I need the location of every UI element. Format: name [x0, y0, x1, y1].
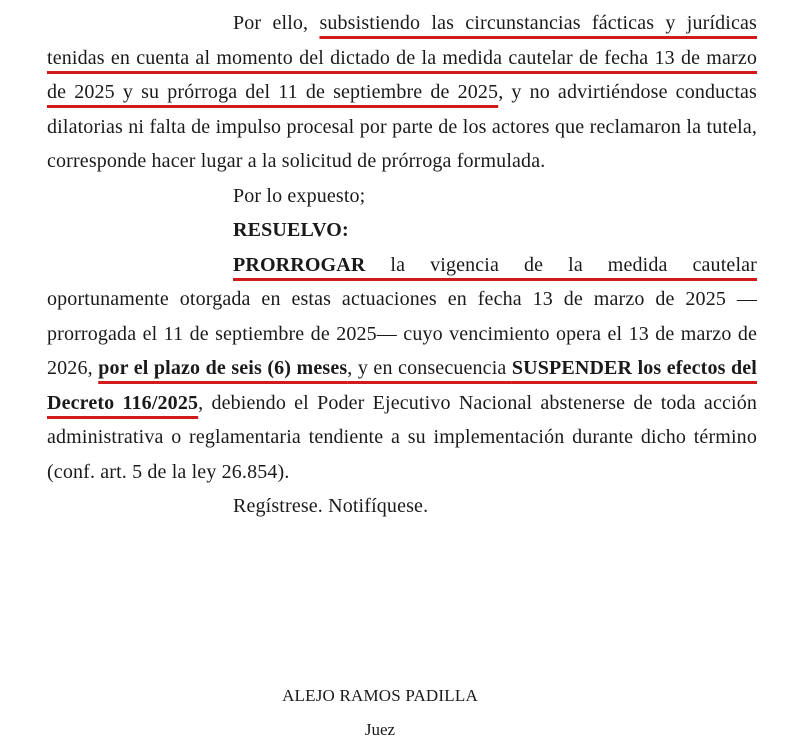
plazo-highlight: por el plazo de seis (6) meses: [98, 357, 348, 379]
paragraph-2-text-1: oportunamente otorgada en estas actuaciones en fecha 13 de marzo de 2025 —prorrogada el 11 de septiembre de 2025— cuyo vencimiento opera el 13 de marzo de 2026,: [47, 288, 757, 379]
paragraph-1-lead: Por ello,: [233, 12, 320, 34]
consecuencia-highlight: , y en consecuencia: [347, 357, 512, 379]
por-lo-expuesto: Por lo expuesto;: [233, 184, 366, 207]
paragraph-considerando: [47, 6, 757, 179]
prorrogar-keyword: PRORROGAR: [233, 253, 366, 276]
closing-line: Regístrese. Notifíquese.: [233, 495, 429, 517]
paragraph-2-highlighted-rest: la vigencia de la medida cautelar: [365, 253, 757, 276]
signature-name: ALEJO RAMOS PADILLA: [282, 686, 478, 705]
resuelvo-heading: RESUELVO:: [233, 219, 349, 241]
paragraph-1-highlighted-text: subsistiendo las circunstancias fácticas y jurídicas tenidas en cuenta al momento del dictado de la medida cautelar de fecha 13 de marzo de 2025 y su prórroga del 11 de septiembre de 2025: [47, 12, 757, 103]
suspender-highlight: SUSPENDER los efectos del Decreto 116/2025: [47, 357, 758, 414]
paragraph-2-text-2: , debiendo el Poder Ejecutivo Nacional abstenerse de toda acción administrativa o reglamentaria tendiente a su implementación durante dicho término (conf. art. 5 de la ley 26.854).: [47, 391, 758, 483]
signature-role: Juez: [364, 720, 396, 739]
resolution-body: [47, 6, 757, 524]
paragraph-1-rest: , y no advirtiéndose conductas dilatorias ni falta de impulso procesal por parte de los actores que reclamaron la tutela, corresponde hacer lugar a la solicitud de prórroga formulada.: [47, 81, 757, 172]
paragraph-resolutivo: [47, 248, 757, 490]
